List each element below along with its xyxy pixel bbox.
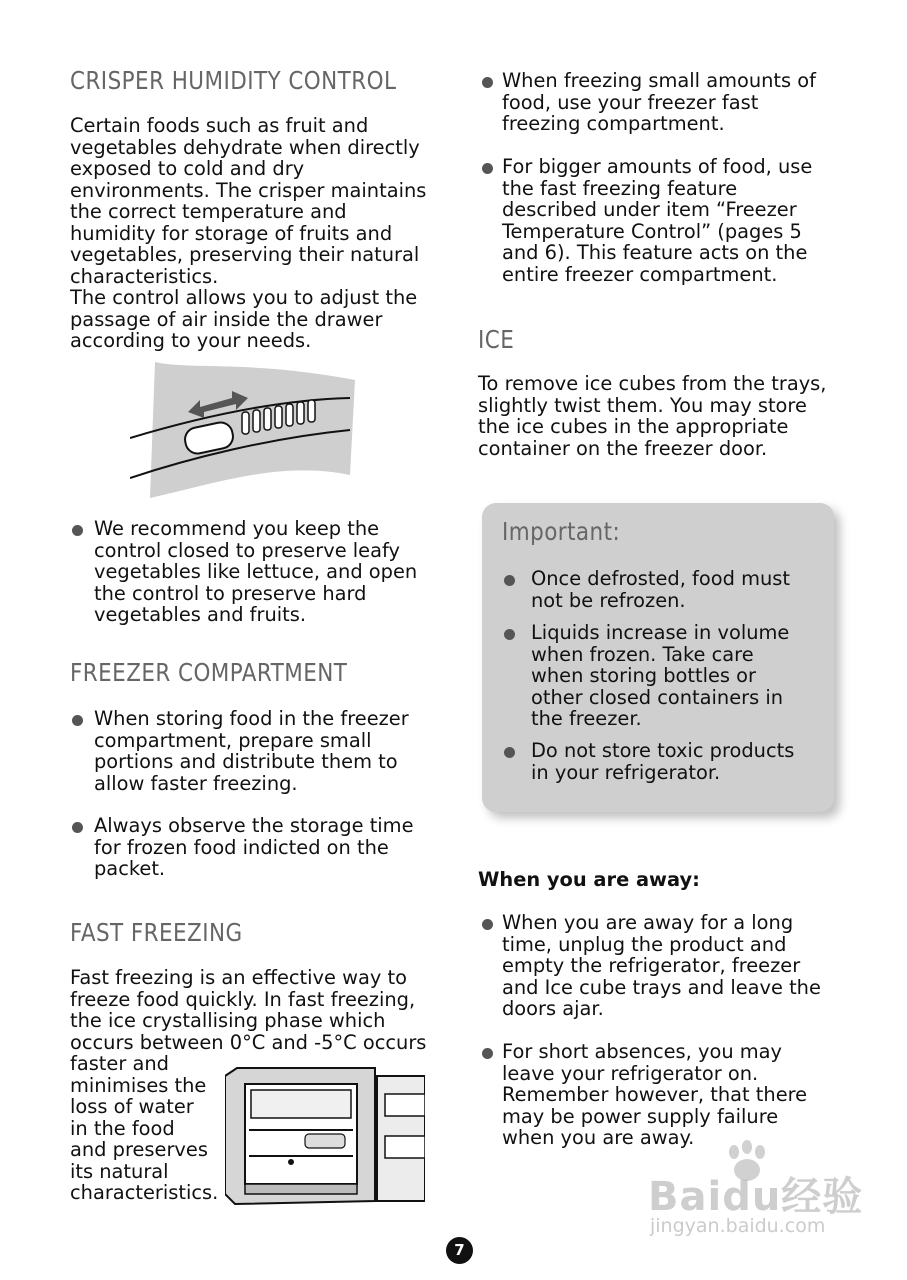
bullet-dot-icon: [504, 575, 515, 586]
text-line: vegetables and fruits.: [94, 603, 307, 626]
text-line: slightly twist them. You may store: [478, 393, 807, 417]
crisper-paragraph: [70, 115, 450, 352]
freezer-bullet-1: [72, 708, 452, 794]
text-line: Liquids increase in volume: [531, 621, 790, 644]
watermark-logo: Baidu经验: [648, 1174, 864, 1220]
text-line: packet.: [94, 857, 166, 880]
away-bullet-1: [482, 912, 862, 1020]
text-line: empty the refrigerator, freezer: [502, 954, 801, 977]
text-line: characteristics.: [70, 264, 219, 288]
text-line: For short absences, you may: [502, 1040, 783, 1063]
text-line: exposed to cold and dry: [70, 157, 305, 180]
text-line: freezing compartment.: [502, 112, 725, 135]
away-bullet-2: [482, 1041, 862, 1149]
text-line: Always observe the storage time: [94, 814, 414, 837]
text-line: container on the freezer door.: [478, 436, 768, 460]
watermark-url: jingyan.baidu.com: [650, 1215, 826, 1237]
bullet-dot-icon: [72, 822, 83, 833]
crisper-bullet: [72, 518, 452, 626]
text-line: doors ajar.: [502, 997, 604, 1020]
text-line: when storing bottles or: [531, 664, 757, 687]
text-line: faster and: [70, 1052, 169, 1075]
bullet-dot-icon: [72, 525, 83, 536]
text-line: in the food: [70, 1116, 175, 1140]
text-line: occurs between 0°C and -5°C occurs: [70, 1030, 427, 1054]
text-line: leave your refrigerator on.: [502, 1061, 759, 1085]
important-bullet-2: [504, 622, 824, 730]
text-line: the fast freezing feature: [502, 176, 738, 200]
bullet-dot-icon: [482, 77, 493, 88]
text-line: We recommend you keep the: [94, 517, 380, 540]
ice-heading: ICE: [478, 325, 515, 354]
text-line: For bigger amounts of food, use: [502, 155, 813, 178]
text-line: the ice crystallising phase which: [70, 1009, 386, 1032]
bigger-amounts-bullet: [482, 156, 862, 285]
text-line: according to your needs.: [70, 329, 312, 352]
text-line: When freezing small amounts of: [502, 69, 816, 92]
text-line: time, unplug the product and: [502, 932, 787, 956]
text-line: when frozen. Take care: [531, 642, 754, 666]
bullet-dot-icon: [504, 747, 515, 758]
text-line: and 6). This feature acts on the: [502, 241, 808, 264]
text-line: not be refrozen.: [531, 588, 686, 612]
text-line: other closed containers in: [531, 685, 784, 709]
freezer-bullet-2: [72, 815, 452, 880]
away-heading: When you are away:: [478, 868, 700, 891]
text-line: the freezer.: [531, 707, 642, 730]
fast-freezing-heading: FAST FREEZING: [70, 918, 243, 947]
text-line: compartment, prepare small: [94, 728, 372, 752]
text-line: described under item “Freezer: [502, 198, 797, 221]
text-line: allow faster freezing.: [94, 771, 298, 795]
text-line: When storing food in the freezer: [94, 707, 409, 730]
text-line: in your refrigerator.: [531, 760, 721, 784]
text-line: the ice cubes in the appropriate: [478, 415, 789, 438]
bullet-dot-icon: [482, 163, 493, 174]
crisper-heading: CRISPER HUMIDITY CONTROL: [70, 66, 397, 95]
text-line: may be power supply failure: [502, 1104, 779, 1128]
ice-paragraph: [478, 373, 858, 459]
text-line: characteristics.: [70, 1181, 219, 1204]
text-line: when you are away.: [502, 1126, 695, 1149]
page-number: 7: [446, 1237, 473, 1264]
text-line: the control to preserve hard: [94, 581, 367, 605]
text-line: Once defrosted, food must: [531, 567, 790, 590]
text-line: control closed to preserve leafy: [94, 538, 400, 562]
text-line: passage of air inside the drawer: [70, 307, 383, 331]
text-line: To remove ice cubes from the trays,: [478, 372, 827, 395]
important-bullet-3: [504, 740, 824, 783]
text-line: its natural: [70, 1159, 169, 1183]
freezer-illustration: [225, 1066, 425, 1206]
bullet-dot-icon: [504, 629, 515, 640]
text-line: loss of water: [70, 1095, 194, 1118]
text-line: Fast freezing is an effective way to: [70, 966, 407, 989]
text-line: food, use your freezer fast: [502, 90, 759, 114]
text-line: freeze food quickly. In fast freezing,: [70, 987, 416, 1011]
text-line: vegetables dehydrate when directly: [70, 135, 420, 159]
crisper-control-illustration: [130, 360, 355, 500]
text-line: Temperature Control” (pages 5: [502, 219, 802, 243]
text-line: When you are away for a long: [502, 911, 794, 934]
text-line: for frozen food indicted on the: [94, 835, 389, 859]
text-line: Remember however, that there: [502, 1083, 808, 1106]
bullet-dot-icon: [482, 1048, 493, 1059]
text-line: the correct temperature and: [70, 200, 347, 223]
text-line: portions and distribute them to: [94, 750, 398, 773]
important-bullet-1: [504, 568, 824, 611]
text-line: environments. The crisper maintains: [70, 178, 427, 202]
important-heading: Important:: [502, 517, 621, 546]
text-line: and Ice cube trays and leave the: [502, 975, 821, 999]
text-line: minimises the: [70, 1073, 207, 1097]
freezer-compartment-heading: FREEZER COMPARTMENT: [70, 658, 348, 687]
text-line: humidity for storage of fruits and: [70, 221, 393, 245]
text-line: vegetables like lettuce, and open: [94, 560, 418, 583]
small-amounts-bullet: [482, 70, 862, 135]
text-line: entire freezer compartment.: [502, 262, 778, 286]
text-line: Certain foods such as fruit and: [70, 114, 369, 137]
important-box: [482, 503, 834, 812]
text-line: and preserves: [70, 1138, 208, 1161]
bullet-dot-icon: [72, 715, 83, 726]
text-line: vegetables, preserving their natural: [70, 243, 420, 266]
text-line: Do not store toxic products: [531, 739, 795, 762]
text-line: The control allows you to adjust the: [70, 286, 418, 309]
bullet-dot-icon: [482, 919, 493, 930]
